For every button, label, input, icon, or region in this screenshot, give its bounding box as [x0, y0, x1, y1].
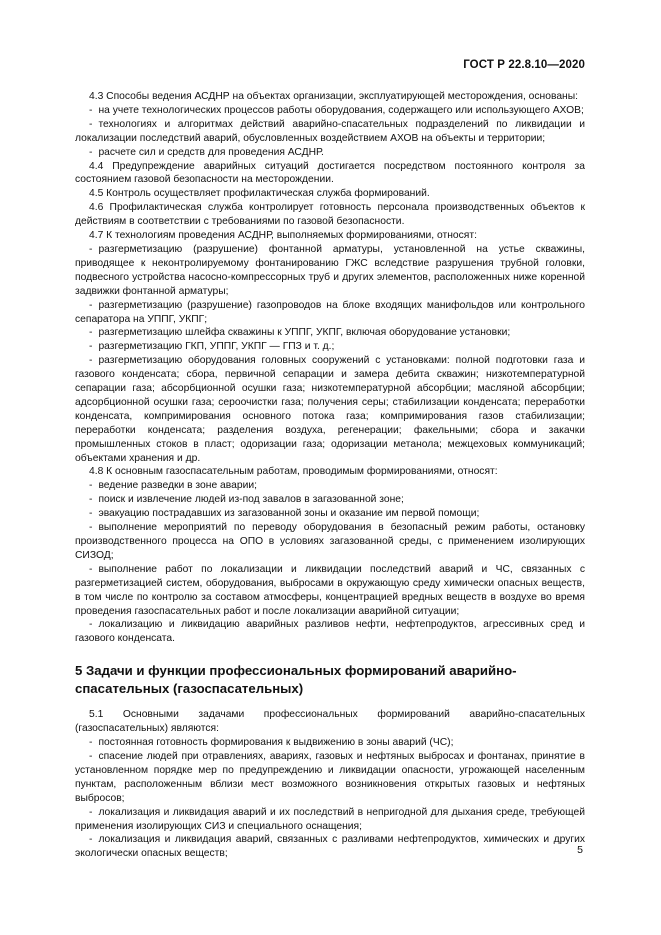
list-marker: -	[89, 737, 93, 749]
list-marker: -	[89, 299, 93, 311]
list-item-text: разгерметизацию (разрушение) газопроводов на блоке входящих манифольдов или контрольного сепаратора на УППГ, УКПГ;	[75, 299, 585, 325]
document-code-header: ГОСТ Р 22.8.10—2020	[463, 59, 585, 71]
list-item	[75, 563, 585, 619]
list-item-text: локализация и ликвидация аварий, связанных с разливами нефтепродуктов, химических и других экологически опасных веществ;	[75, 834, 585, 860]
list-item-text: разгерметизацию оборудования головных сооружений с установками: полной подготовки газа и газового конденсата; сбора, первичной сепарации и замера дебита скважин; низкотемпературной сепарации газа; абсорбционной осушки газа; низкотемпературной абсорбции; масляной абсорбции; адсорбционной осушки газа; сероочистки газа; получения серы; стабилизации конденсата; переработки конденсата, компримирования основного потока газа; компримирования газов стабилизации; переработки конденсата; разделения воздуха, регенерации; факельными; сбора и закачки промышленных стоков в пласт; одоризации газа; одоризации метанола; межцеховых коммуникаций; объектами хранения и др.	[75, 355, 585, 464]
list-item	[75, 618, 585, 646]
list-item-text: эвакуацию пострадавших из загазованной зоны и оказание им первой помощи;	[98, 508, 480, 520]
section-5-title: 5 Задачи и функции профессиональных формирований аварийно-спасательных (газоспасательных)	[75, 663, 517, 697]
list-item-text: на учете технологических процессов работы оборудования, содержащего или использующего АХОВ;	[98, 104, 584, 116]
list-marker: -	[89, 563, 93, 575]
list-item	[75, 806, 585, 834]
list-item	[75, 299, 585, 327]
list-item-text: локализация и ликвидация аварий и их последствий в непригодной для дыхания среде, требующей применения изолирующих СИЗ и специального оснащения;	[75, 806, 585, 832]
list-item-text: спасение людей при отравлениях, авариях, газовых и нефтяных выбросах и фонтанах, принятие в установленном порядке мер по предупреждению и ликвидации опасности, угрожающей населенным пунктам, расположенным вблизи мест возможного возникновения открытых газовых и нефтяных выбросов;	[75, 750, 585, 804]
list-item	[75, 521, 585, 563]
paragraph: 4.3 Способы ведения АСДНР на объектах организации, эксплуатирующей месторождения, основаны:	[89, 91, 578, 102]
list-item-text: ведение разведки в зоне аварии;	[98, 480, 257, 492]
list-item	[75, 493, 585, 507]
list-marker: -	[89, 834, 93, 846]
list-item-text: разгерметизацию шлейфа скважины к УППГ, УКПГ, включая оборудование установки;	[98, 327, 511, 339]
list-item	[75, 104, 585, 118]
list-item-text: постоянная готовность формирования к выдвижению в зоны аварий (ЧС);	[98, 737, 454, 749]
list-marker: -	[89, 508, 93, 520]
list-marker: -	[89, 341, 93, 353]
list-item	[75, 118, 585, 146]
list-item	[75, 354, 585, 465]
page-body	[75, 90, 585, 861]
list-marker: -	[89, 806, 93, 818]
paragraph: 4.7 К технологиям проведения АСДНР, выполняемых формированиями, относят:	[89, 230, 477, 242]
section-5-text	[75, 708, 585, 861]
paragraph: 4.5 Контроль осуществляет профилактическая служба формирований.	[89, 188, 430, 200]
paragraph: 4.8 К основным газоспасательным работам, проводимым формированиями, относят:	[89, 466, 498, 478]
list-marker: -	[89, 522, 93, 534]
list-item-text: выполнение мероприятий по переводу оборудования в безопасный режим работы, остановку производственного процесса на ОПО в условиях загазованной среды, с применением изолирующих СИЗОД;	[75, 522, 585, 561]
list-item	[75, 833, 585, 861]
paragraph: 5.1 Основными задачами профессиональных формирований аварийно-спасательных (газоспасательных) являются:	[75, 709, 585, 735]
paragraph: 4.6 Профилактическая служба контролирует готовность персонала производственных объектов к действиям в соответствии с требованиями по газовой безопасности.	[75, 202, 585, 228]
list-item-text: локализацию и ликвидацию аварийных разливов нефти, нефтепродуктов, агрессивных сред и газового конденсата.	[75, 619, 585, 645]
list-item-text: расчете сил и средств для проведения АСДНР.	[98, 146, 324, 158]
list-marker: -	[89, 327, 93, 339]
list-marker: -	[89, 355, 93, 367]
list-item-text: поиск и извлечение людей из-под завалов в загазованной зоне;	[98, 494, 404, 506]
list-marker: -	[89, 118, 93, 130]
list-marker: -	[89, 146, 93, 158]
list-marker: -	[89, 750, 93, 762]
list-item	[75, 479, 585, 493]
list-item	[75, 750, 585, 806]
list-item-text: разгерметизацию (разрушение) фонтанной арматуры, установленной на устье скважины, приводящее к неконтролируемому фонтанированию ГЖС вследствие разрушения трубной головки, подвесного устройства насосно-компрессорных труб и других элементов, расположенных ниже коренной задвижки фонтанной арматуры;	[75, 243, 585, 297]
list-marker: -	[89, 494, 93, 506]
list-item	[75, 736, 585, 750]
list-item	[75, 507, 585, 521]
section-4-text	[75, 90, 585, 646]
list-marker: -	[89, 104, 93, 116]
list-marker: -	[89, 243, 93, 255]
list-item	[75, 340, 585, 354]
list-marker: -	[89, 619, 93, 631]
list-item	[75, 243, 585, 299]
list-item	[75, 326, 585, 340]
list-item-text: технологиях и алгоритмах действий аварийно-спасательных подразделений по ликвидации и локализации последствий аварий, обусловленных воздействием АХОВ на объекты и территории;	[75, 118, 585, 144]
list-item-text: разгерметизацию ГКП, УППГ, УКПГ — ГПЗ и т. д.;	[98, 341, 335, 353]
list-marker: -	[89, 480, 93, 492]
list-item-text: выполнение работ по локализации и ликвидации последствий аварий и ЧС, связанных с разгерметизацией систем, оборудования, выбросами в окружающую среду химически опасных веществ, в том числе по контролю за составом атмосферы, концентрацией вредных веществ в воздухе во время проведения газоспасательных работ и после локализации аварийной ситуации;	[75, 563, 585, 617]
list-item	[75, 146, 585, 160]
page-number: 5	[577, 844, 583, 856]
paragraph: 4.4 Предупреждение аварийных ситуаций достигается посредством постоянного контроля за состоянием газовой безопасности на месторождении.	[75, 160, 585, 186]
